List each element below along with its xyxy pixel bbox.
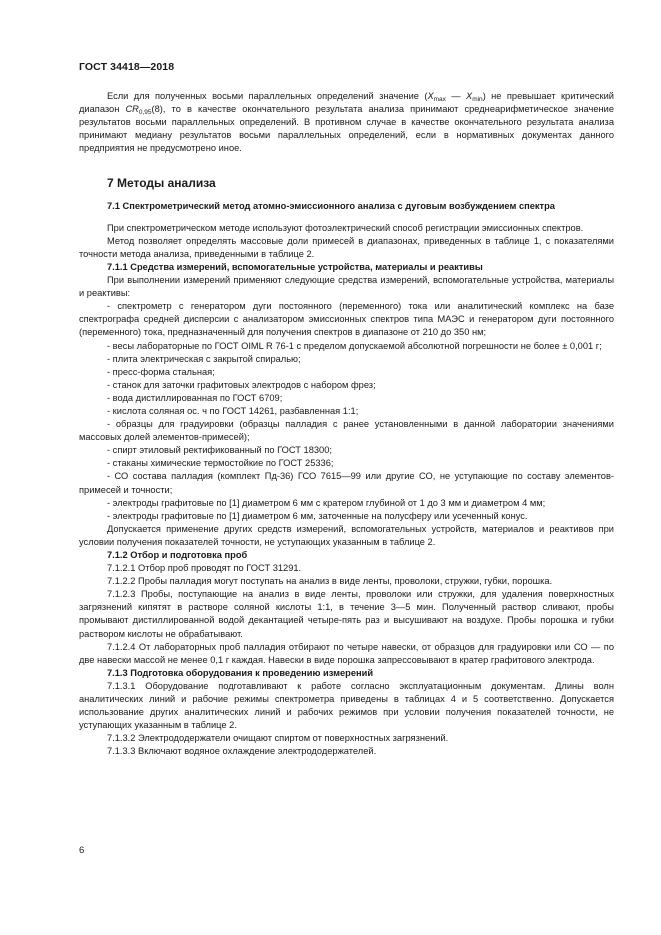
paragraph: 7.1.2.1 Отбор проб проводят по ГОСТ 31291. bbox=[107, 563, 302, 574]
page-content bbox=[79, 90, 614, 759]
section-7-heading: 7 Методы анализа bbox=[107, 176, 216, 191]
paragraph: 7.1.3.1 Оборудование подготавливают к работе согласно эксплуатационным документам. Длины волн аналитических линий и рабочие режимы спектрометра приведены в таблицах 4 и 5 соответственно. Допускается использование других аналитических линий и рабочих режимов при условии получения показателей точности, не уступающих указанным в таблице 2. bbox=[79, 680, 614, 731]
document-header: ГОСТ 34418—2018 bbox=[79, 61, 175, 73]
paragraph: 7.1.3.2 Электрододержатели очищают спиртом от поверхностных загрязнений. bbox=[107, 733, 449, 744]
list-item: - кислота соляная ос. ч по ГОСТ 14261, разбавленная 1:1; bbox=[107, 405, 359, 416]
list-item: - станок для заточки графитовых электродов с набором фрез; bbox=[107, 379, 376, 390]
intro-paragraph: Если для полученных восьми параллельных определений значение ($X_{max}$ — $X_{min}$) не превышает критический диапазон $CR_{0,95}(8)$, то в качестве окончательного результата анализа принимают среднеарифметическое значение результатов восьми параллельных определений. В противном случае в качестве окончательного результата анализа принимают медиану результатов восьми параллельных определений, если в нормативных документах данного предприятия не предусмотрено иное. bbox=[79, 91, 614, 154]
list-item: - спектрометр с генератором дуги постоянного (переменного) тока или аналитический комплекс на базе спектрографа средней дисперсии с анализатором эмиссионных спектров типа МАЭС и генератором дуги постоянного (переменного) тока, предназначенный для получения спектров в диапазоне от 210 до 350 нм; bbox=[79, 301, 614, 338]
paragraph: При спектрометрическом методе используют фотоэлектрический способ регистрации эмиссионных спектров. bbox=[107, 222, 584, 233]
list-item: - СО состава палладия (комплект Пд-36) ГСО 7615—99 или другие СО, не уступающие по составу элементов-примесей и точности; bbox=[79, 471, 614, 495]
paragraph: 7.1.3.3 Включают водяное охлаждение электрододержателей. bbox=[107, 746, 377, 757]
paragraph: При выполнении измерений применяют следующие средства измерений, вспомогательные устройства, материалы и реактивы: bbox=[79, 275, 614, 299]
paragraph: 7.1.2.4 От лабораторных проб палладия отбирают по четыре навески, от образцов для градуировки или СО — по две навески массой не менее 0,1 г каждая. Навески в виде порошка запрессовывают в кратер графитового электрода. bbox=[79, 641, 614, 665]
paragraph: 7.1.2.3 Пробы, поступающие на анализ в виде ленты, проволоки или стружки, для удаления поверхностных загрязнений кипятят в растворе соляной кислоты 1:1, в течение 3—5 мин. Полученный раствор сливают, пробы промывают дистиллированной водой декантацией четыре-пять раз и высушивают на воздухе. Пробы порошка и губки раствором кислоты не обрабатывают. bbox=[79, 589, 614, 639]
section-7-1-1-heading: 7.1.1 Средства измерений, вспомогательные устройства, материалы и реактивы bbox=[107, 261, 483, 272]
list-item: - вода дистиллированная по ГОСТ 6709; bbox=[107, 392, 283, 403]
section-7-1-2-heading: 7.1.2 Отбор и подготовка проб bbox=[107, 550, 248, 560]
list-item: - весы лабораторные по ГОСТ OIML R 76-1 с пределом допускаемой абсолютной погрешности не более ± 0,001 г; bbox=[107, 340, 602, 351]
list-item: - электроды графитовые по [1] диаметром 6 мм с кратером глубиной от 1 до 3 мм и диаметром 4 мм; bbox=[107, 497, 546, 508]
list-item: - плита электрическая с закрытой спиралью; bbox=[107, 353, 301, 364]
paragraph: Метод позволяет определять массовые доли примесей в диапазонах, приведенных в таблице 1, с показателями точности метода анализа, приведенными в таблице 2. bbox=[79, 235, 614, 259]
list-item: - образцы для градуировки (образцы палладия с ранее установленными в данной лаборатории значениями массовых долей элементов-примесей); bbox=[79, 419, 614, 443]
list-item: - стаканы химические термостойкие по ГОСТ 25336; bbox=[107, 458, 334, 469]
list-item: - электроды графитовые по [1] диаметром 6 мм, заточенные на полусферу или усеченный конус. bbox=[107, 510, 528, 521]
list-item: - спирт этиловый ректификованный по ГОСТ 18300; bbox=[107, 445, 332, 456]
paragraph: 7.1.2.2 Пробы палладия могут поступать на анализ в виде ленты, проволоки, стружки, губки, порошка. bbox=[107, 576, 553, 587]
section-7-1-heading: 7.1 Спектрометрический метод атомно-эмиссионного анализа с дуговым возбуждением спектра bbox=[107, 200, 555, 211]
section-7-1-3-heading: 7.1.3 Подготовка оборудования к проведению измерений bbox=[107, 667, 374, 678]
page-number: 6 bbox=[79, 845, 85, 856]
paragraph: Допускается применение других средств измерений, вспомогательных устройств, материалов и реактивов при условии получения показателей точности, не уступающих указанным в таблице 2. bbox=[79, 523, 614, 547]
list-item: - пресс-форма стальная; bbox=[107, 366, 215, 377]
